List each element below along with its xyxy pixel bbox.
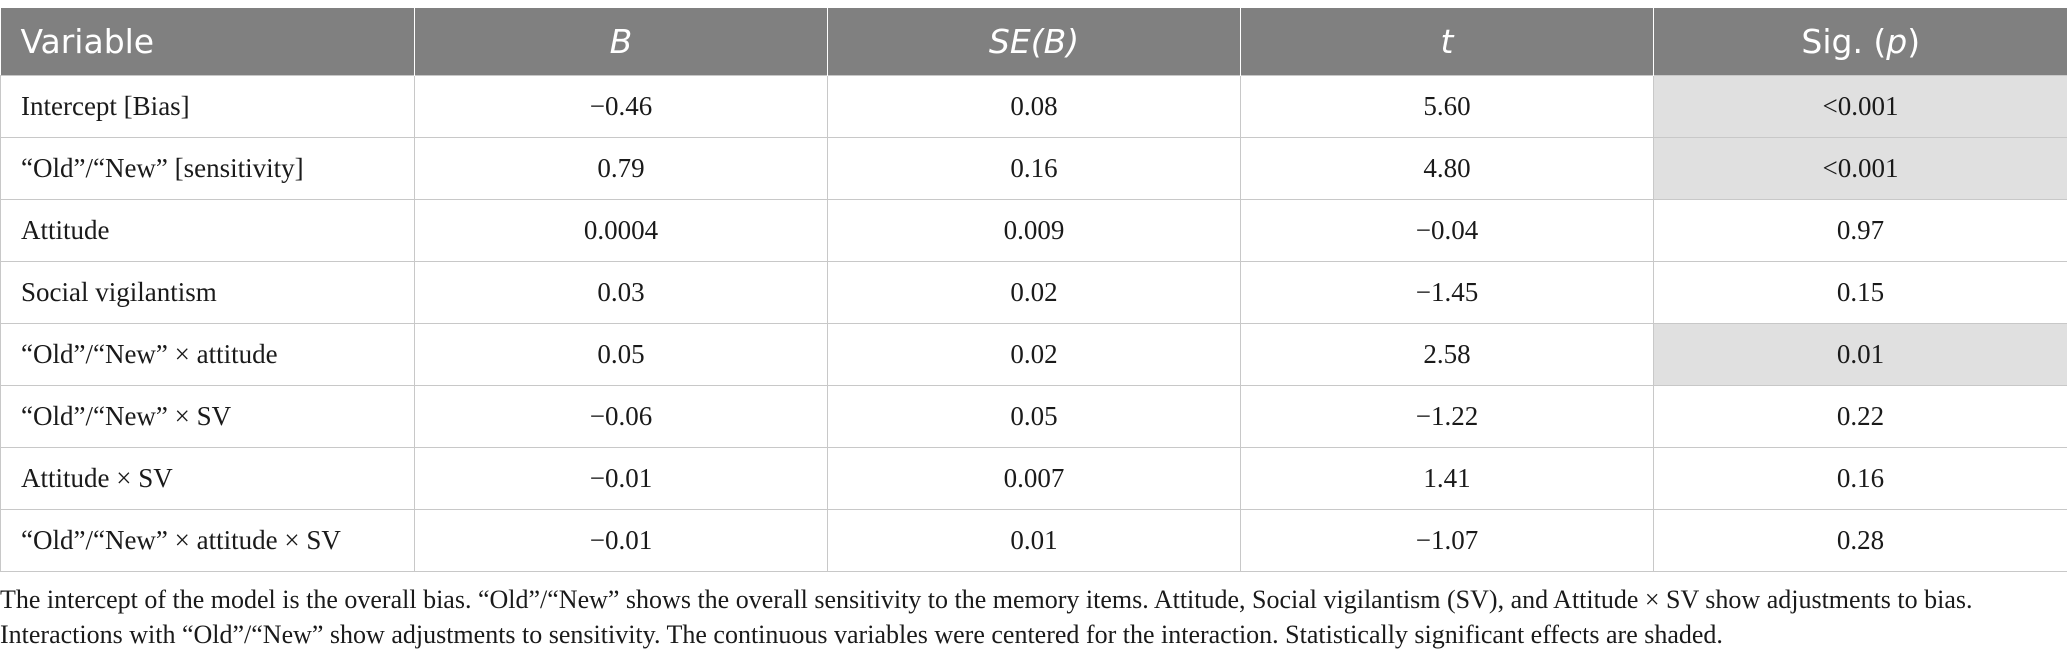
regression-table-container [0,8,2067,572]
cell-t: −1.45 [1241,262,1654,324]
header-row [1,8,2067,76]
cell-t: −1.22 [1241,386,1654,448]
table-row [1,448,2067,510]
cell-sig-p: 0.22 [1654,386,2067,448]
cell-t: 4.80 [1241,138,1654,200]
cell-se-b: 0.05 [828,386,1241,448]
cell-variable: “Old”/“New” × attitude [1,324,415,386]
cell-variable: Intercept [Bias] [1,76,415,138]
header-sig-p [1654,8,2067,76]
header-sig-pre: Sig. ( [1801,22,1887,61]
table-body [1,76,2067,572]
table-row [1,510,2067,572]
cell-sig-p: <0.001 [1654,76,2067,138]
header-se-b: SE(B) [828,8,1241,76]
table-row [1,262,2067,324]
cell-b: 0.79 [415,138,828,200]
footnote-line-1: The intercept of the model is the overall bias. “Old”/“New” shows the overall sensitivity to the memory items. Attitude, Social vigilantism (SV), and Attitude × SV show adjustments to bias. [0,585,1973,614]
cell-se-b: 0.009 [828,200,1241,262]
cell-t: 2.58 [1241,324,1654,386]
regression-table [0,8,2067,572]
cell-b: −0.06 [415,386,828,448]
table-row [1,324,2067,386]
cell-sig-p: 0.15 [1654,262,2067,324]
header-sig-post: ) [1907,22,1921,61]
cell-se-b: 0.08 [828,76,1241,138]
table-header [1,8,2067,76]
table-row [1,76,2067,138]
cell-b: 0.0004 [415,200,828,262]
cell-t: 1.41 [1241,448,1654,510]
header-t: t [1241,8,1654,76]
cell-se-b: 0.007 [828,448,1241,510]
cell-b: −0.46 [415,76,828,138]
cell-b: −0.01 [415,510,828,572]
cell-variable: “Old”/“New” × SV [1,386,415,448]
header-sig-p-letter: p [1886,22,1908,61]
header-variable: Variable [1,8,415,76]
cell-t: −1.07 [1241,510,1654,572]
table-footnote [0,582,2060,652]
cell-b: −0.01 [415,448,828,510]
table-row [1,386,2067,448]
cell-variable: Attitude × SV [1,448,415,510]
cell-variable: Attitude [1,200,415,262]
footnote-line-2: Interactions with “Old”/“New” show adjustments to sensitivity. The continuous variables were centered for the interaction. Statistically significant effects are shaded. [0,620,1723,649]
cell-variable: Social vigilantism [1,262,415,324]
cell-variable: “Old”/“New” [sensitivity] [1,138,415,200]
cell-sig-p: 0.16 [1654,448,2067,510]
cell-sig-p: 0.97 [1654,200,2067,262]
cell-b: 0.05 [415,324,828,386]
cell-se-b: 0.02 [828,262,1241,324]
cell-b: 0.03 [415,262,828,324]
table-row [1,200,2067,262]
cell-se-b: 0.01 [828,510,1241,572]
cell-se-b: 0.02 [828,324,1241,386]
cell-t: −0.04 [1241,200,1654,262]
cell-variable: “Old”/“New” × attitude × SV [1,510,415,572]
cell-t: 5.60 [1241,76,1654,138]
cell-se-b: 0.16 [828,138,1241,200]
cell-sig-p: 0.28 [1654,510,2067,572]
cell-sig-p: 0.01 [1654,324,2067,386]
header-b: B [415,8,828,76]
table-row [1,138,2067,200]
cell-sig-p: <0.001 [1654,138,2067,200]
